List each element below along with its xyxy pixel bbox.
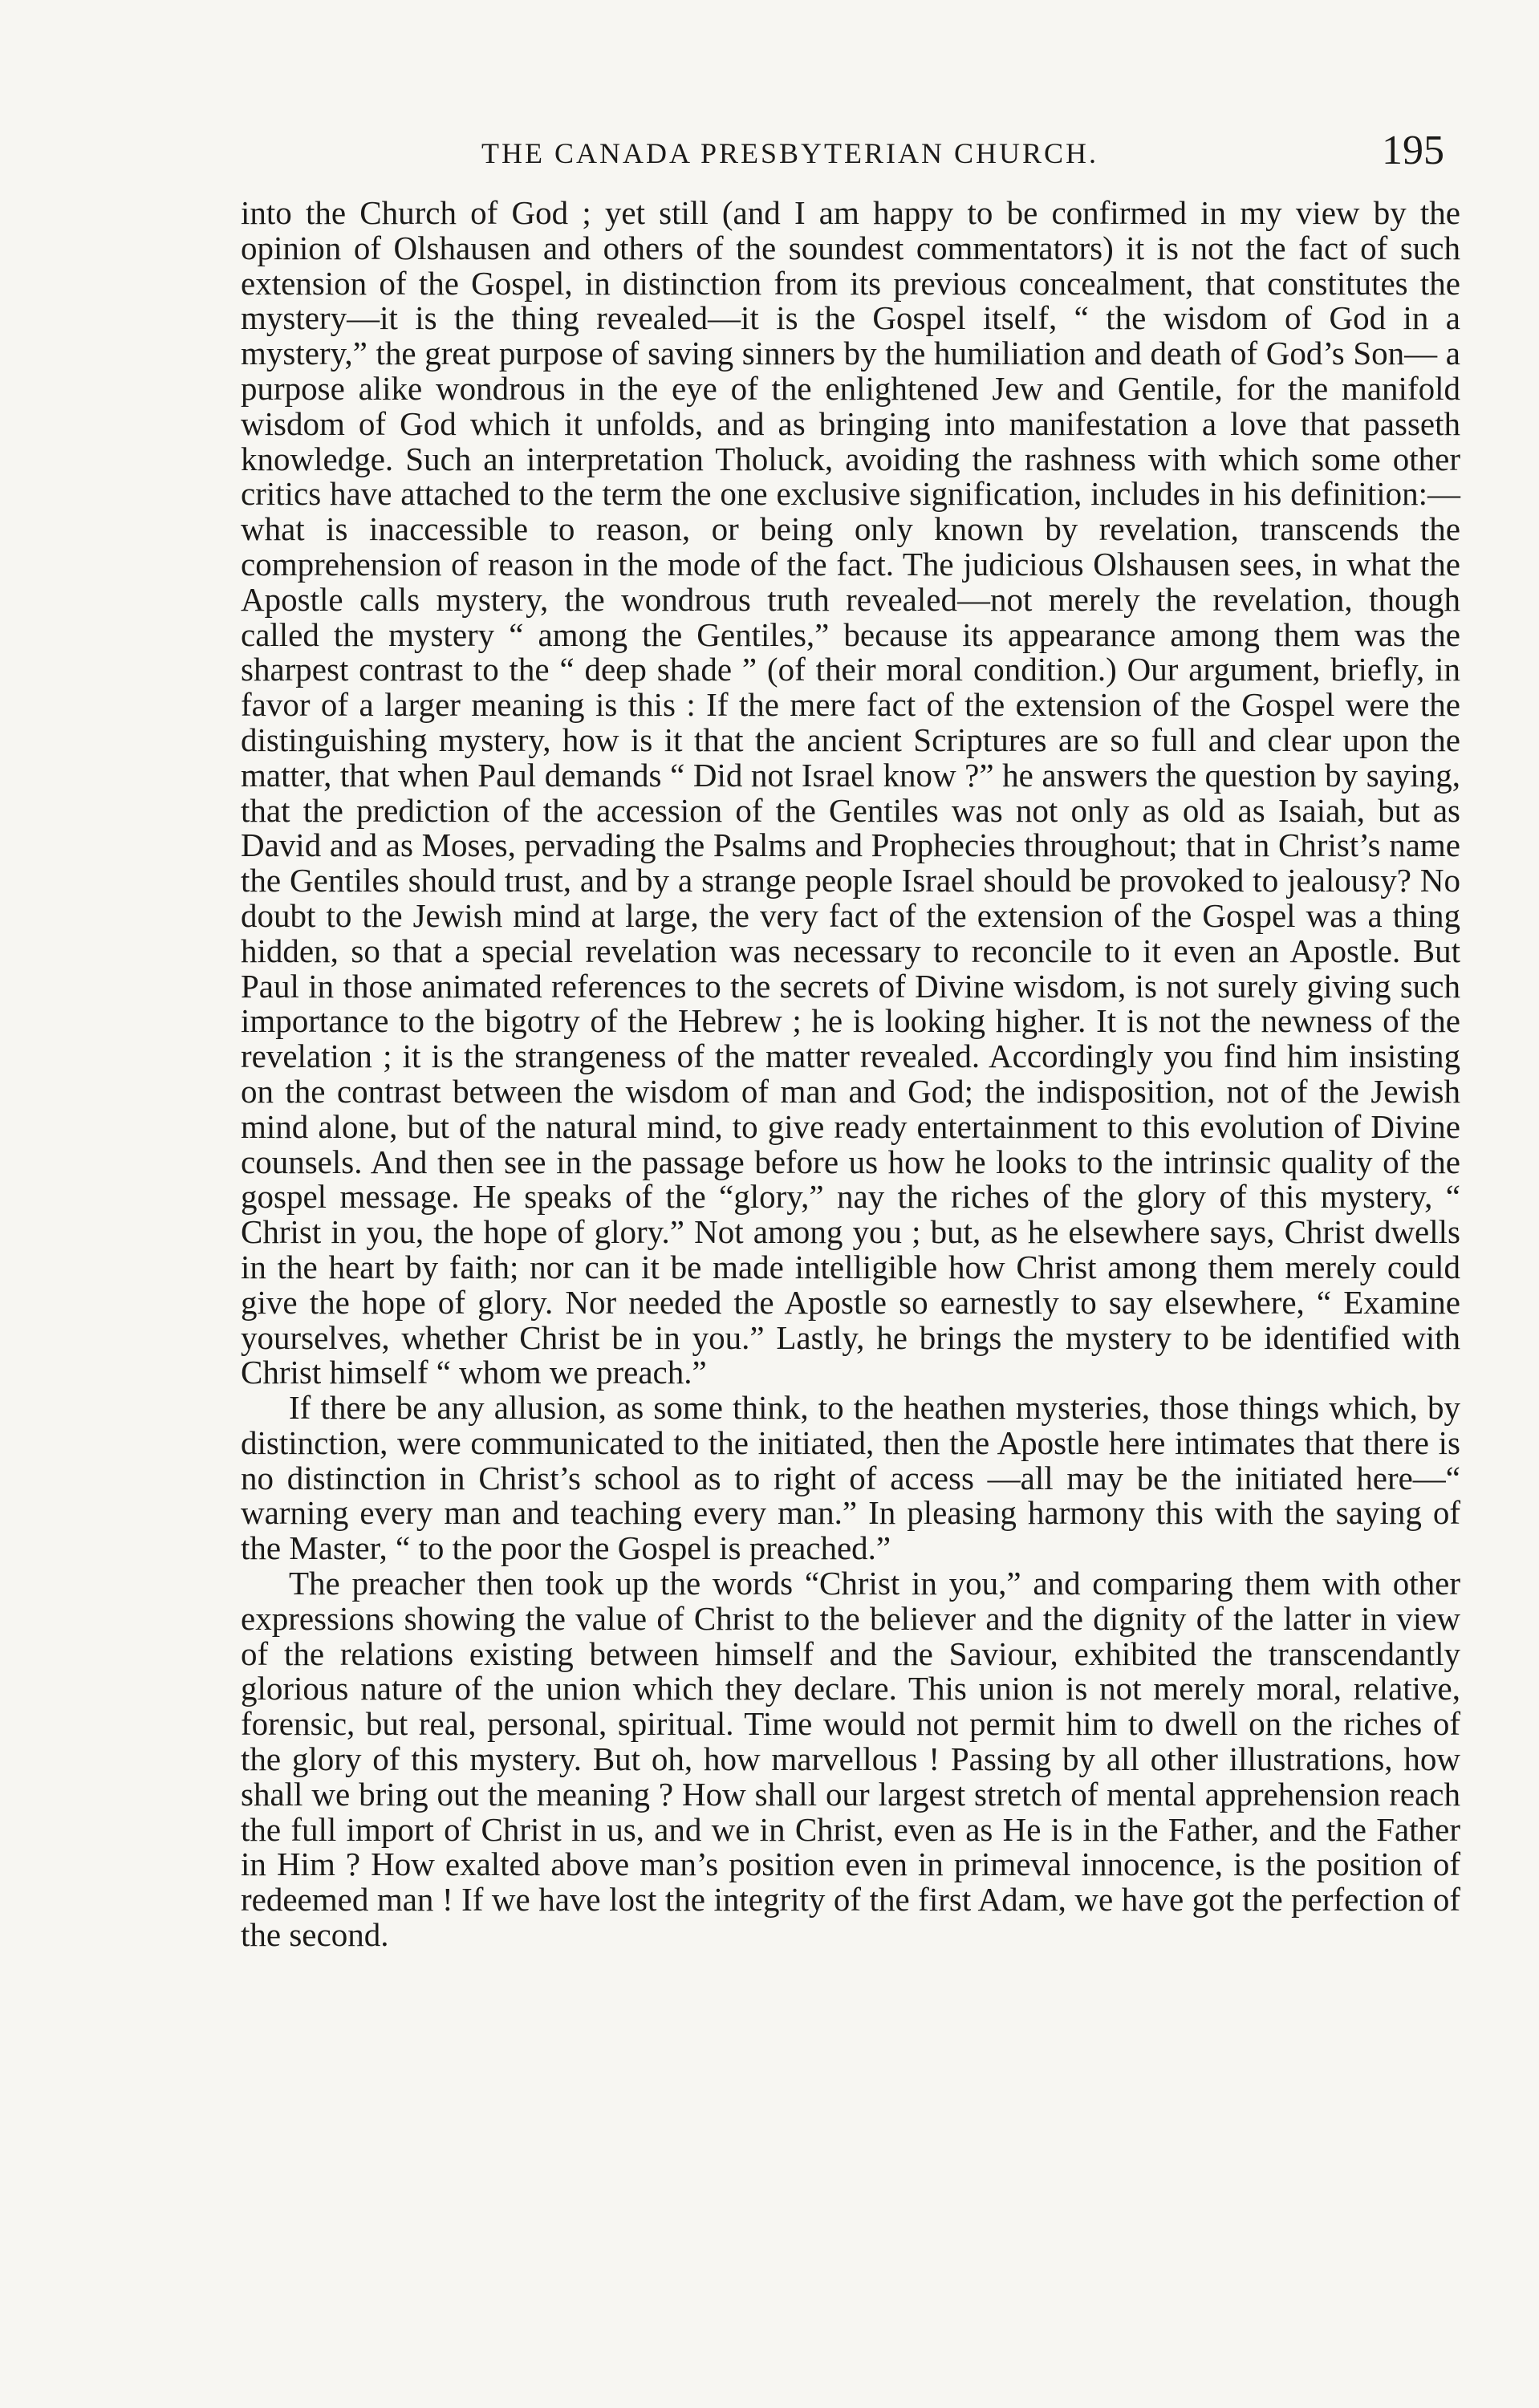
running-title: THE CANADA PRESBYTERIAN CHURCH. [481,137,1099,169]
running-head [241,120,1460,193]
paragraph-3: The preacher then took up the words “Christ in you,” and comparing them with other expressions showing the value of Christ to the believer and the dignity of the latter in view of the relations existing between himself and the Saviour, exhibited the transcendantly glorious nature of the union which they declare. This union is not merely moral, relative, forensic, but real, personal, spiritual. Time would not permit him to dwell on the riches of the glory of this mystery. But oh, how marvellous ! Passing by all other illustrations, how shall we bring out the meaning ? How shall our largest stretch of mental apprehension reach the full import of Christ in us, and we in Christ, even as He is in the Father, and the Father in Him ? How exalted above man’s position even in primeval innocence, is the position of redeemed man ! If we have lost the integrity of the first Adam, we have got the perfection of the second. [241,1565,1460,1954]
paragraph-1: into the Church of God ; yet still (and I am happy to be confirmed in my view by the opinion of Olshausen and others of the soundest commentators) it is not the fact of such extension of the Gospel, in distinction from its previous concealment, that constitutes the mystery—it is the thing revealed—it is the Gospel itself, “ the wisdom of God in a mystery,” the great purpose of saving sinners by the humiliation and death of God’s Son— a purpose alike wondrous in the eye of the enlightened Jew and Gentile, for the manifold wisdom of God which it unfolds, and as bringing into manifestation a love that passeth knowledge. Such an interpretation Tholuck, avoiding the rashness with which some other critics have attached to the term the one exclusive signification, includes in his definition:—what is inaccessible to reason, or being only known by revelation, transcends the comprehension of reason in the mode of the fact. The judicious Olshausen sees, in what the Apostle calls mystery, the wondrous truth revealed—not merely the revelation, though called the mystery “ among the Gentiles,” because its appearance among them was the sharpest contrast to the “ deep shade ” (of their moral condition.) Our argument, briefly, in favor of a larger meaning is this : If the mere fact of the extension of the Gospel were the distinguishing mystery, how is it that the ancient Scriptures are so full and clear upon the matter, that when Paul demands “ Did not Israel know ?” he answers the question by saying, that the prediction of the accession of the Gentiles was not only as old as Isaiah, but as David and as Moses, pervading the Psalms and Prophecies throughout; that in Christ’s name the Gentiles should trust, and by a strange people Israel should be provoked to jealousy? No doubt to the Jewish mind at large, the very fact of the extension of the Gospel was a thing hidden, so that a special revelation was necessary to reconcile to it even an Apostle. But Paul in those animated references to the secrets of Divine wisdom, is not surely giving such importance to the bigotry of the Hebrew ; he is looking higher. It is not the newness of the revelation ; it is the strangeness of the matter revealed. Accordingly you find him insisting on the contrast between the wisdom of man and God; the indisposition, not of the Jewish mind alone, but of the natural mind, to give ready entertainment to this evolution of Divine counsels. And then see in the passage before us how he looks to the intrinsic quality of the gospel message. He speaks of the “glory,” nay the riches of the glory of this mystery, “ Christ in you, the hope of glory.” Not among you ; but, as he elsewhere says, Christ dwells in the heart by faith; nor can it be made intelligible how Christ among them merely could give the hope of glory. Nor needed the Apostle so earnestly to say elsewhere, “ Examine yourselves, whether Christ be in you.” Lastly, he brings the mystery to be identified with Christ himself “ whom we preach.” [241,194,1460,1391]
page-number: 195 [1382,128,1444,173]
article-body [241,196,1460,1953]
paragraph-2: If there be any allusion, as some think, to the heathen mysteries, those things which, by distinction, were communicated to the initiated, then the Apostle here intimates that there is no distinction in Christ’s school as to right of access —all may be the initiated here—“ warning every man and teaching every man.” In pleasing harmony this with the saying of the Master, “ to the poor the Gospel is preached.” [241,1389,1460,1567]
page [241,120,1460,1953]
